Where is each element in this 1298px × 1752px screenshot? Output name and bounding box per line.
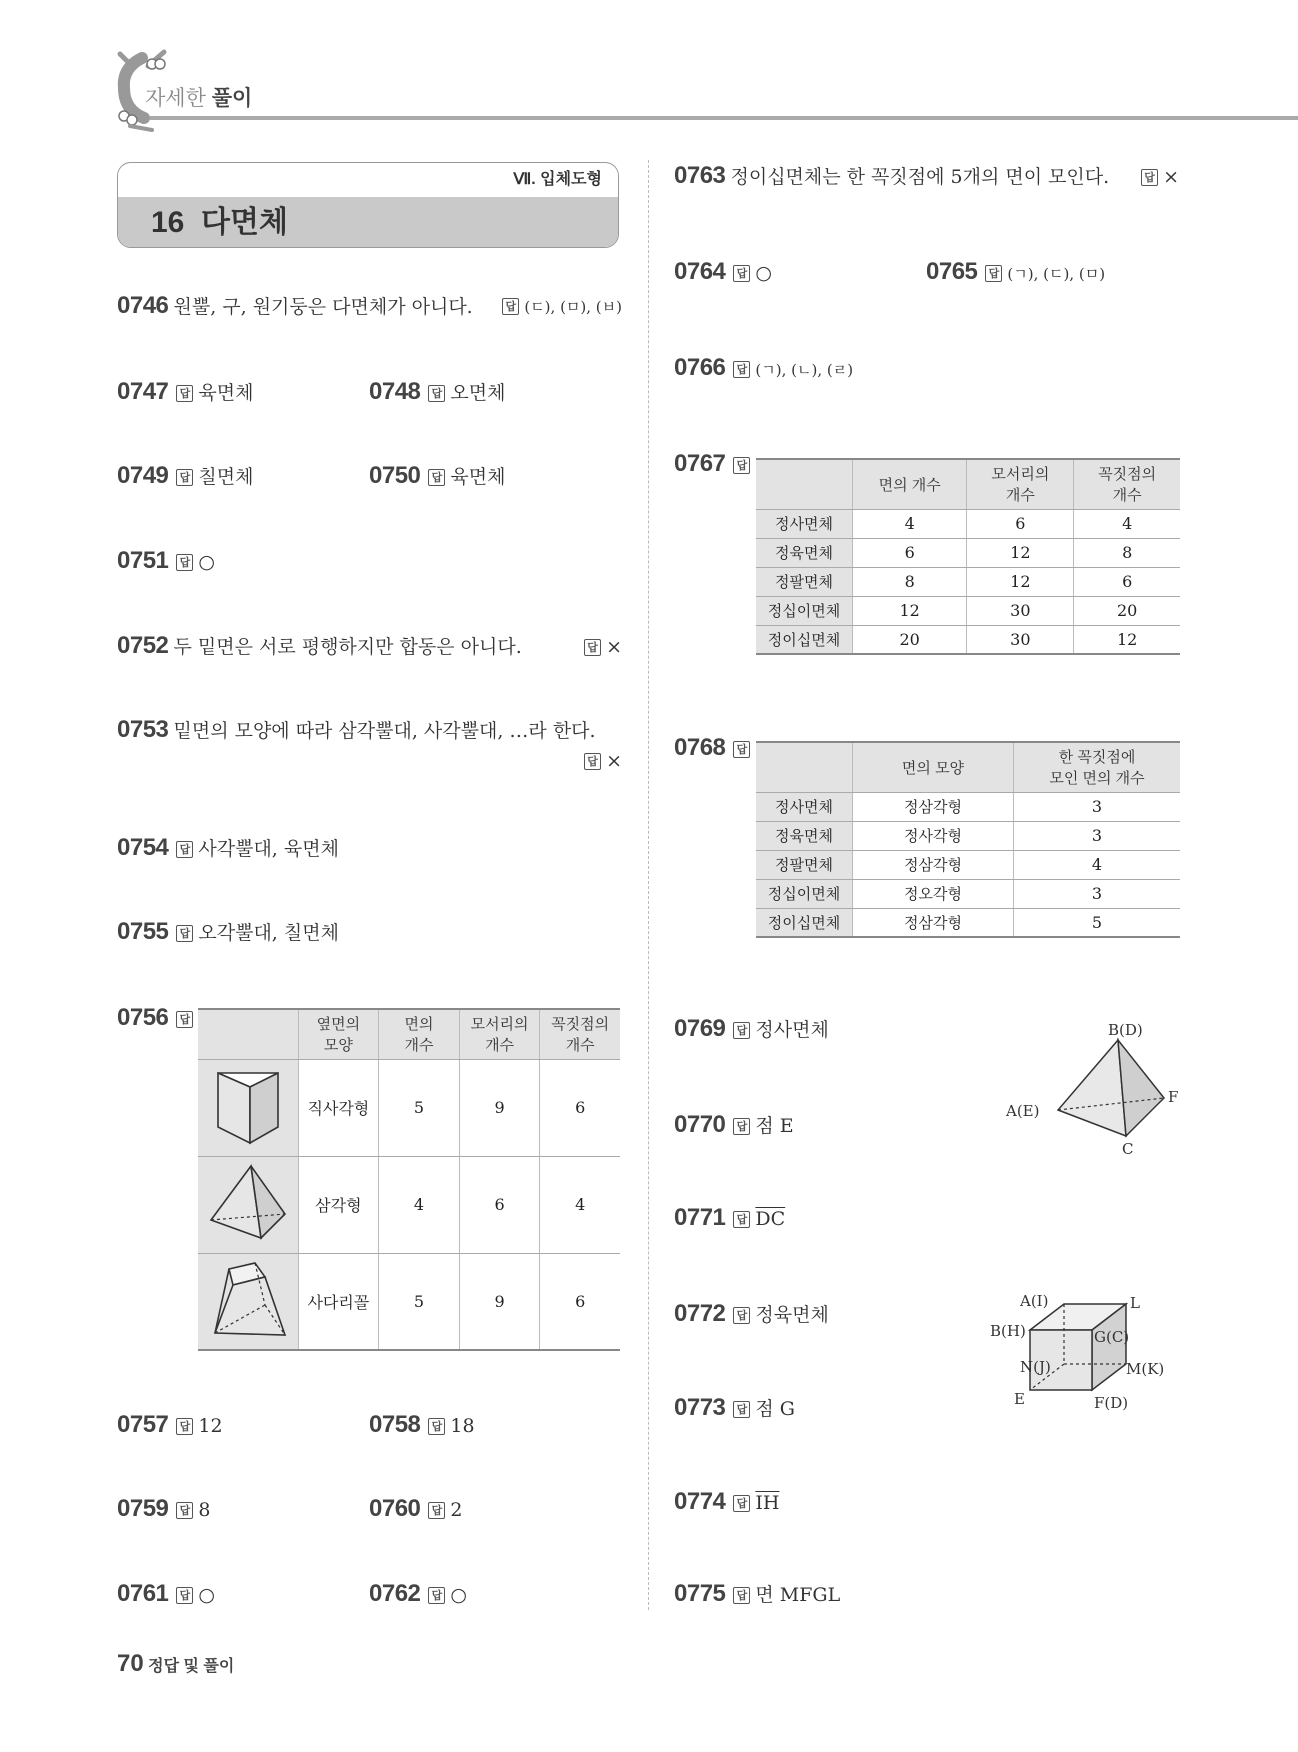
item-answer: 면 MFGL [755,1584,841,1606]
item-answer: 18 [450,1415,475,1437]
col-header: 모서리의 개수 [459,1009,540,1059]
item-answer: ○ [755,262,772,284]
col-header: 면의 모양 [853,742,1014,792]
item-0748 [369,378,505,406]
answer-icon: 답 [733,1495,750,1512]
row-header: 정육면체 [756,821,853,850]
item-answer: × [606,750,622,772]
vertex-label-m: M(K) [1126,1360,1165,1378]
header-title-bold: 풀이 [211,87,253,110]
vertex-label-bottom: C [1122,1140,1134,1158]
item-number: 0763 [674,162,726,189]
item-0756 [117,1004,198,1032]
item-answer: 점 E [755,1115,794,1137]
item-0772 [674,1300,829,1328]
table-cell: 8 [1074,538,1180,567]
item-0768 [674,734,755,762]
section-number: 16 [151,206,185,239]
item-answer: $\overline{IH}$ [755,1492,780,1514]
table-row [756,821,1180,850]
item-number: 0757 [117,1411,169,1438]
col-header: 옆면의 모양 [298,1009,379,1059]
item-number: 0760 [369,1495,421,1522]
item-answer: ○ [198,551,215,573]
table-cell: 20 [1074,596,1180,625]
item-answer: (ㄱ), (ㄷ), (ㅁ) [1007,265,1106,283]
table-cell: 5 [379,1059,460,1156]
table-cell: 정삼각형 [853,908,1014,937]
answer-icon: 답 [733,1022,750,1039]
row-header: 정십이면체 [756,596,853,625]
item-answer: 오면체 [450,382,506,404]
vertex-label-left: A(E) [1006,1102,1040,1120]
item-number: 0774 [674,1488,726,1515]
item-0769 [674,1015,829,1043]
item-text: 정이십면체는 한 꼭짓점에 5개의 면이 모인다. [730,166,1110,188]
table-cell: 6 [540,1059,620,1156]
item-number: 0762 [369,1580,421,1607]
item-answer: $\overline{DC}$ [755,1208,786,1230]
table-corner [756,742,853,792]
item-number: 0766 [674,354,726,381]
item-number: 0771 [674,1204,726,1231]
row-header: 정이십면체 [756,908,853,937]
table-cell: 직사각형 [298,1059,379,1156]
table-row [756,792,1180,821]
item-number: 0772 [674,1300,726,1327]
shape-cell [198,1253,298,1350]
row-header: 정팔면체 [756,567,853,596]
item-answer: ○ [450,1584,467,1606]
table-cell: 4 [1014,850,1181,879]
item-0760 [369,1495,462,1523]
item-number: 0753 [117,716,169,743]
answer-icon: 답 [176,1011,193,1028]
col-header: 한 꼭짓점에 모인 면의 개수 [1014,742,1181,792]
col-header: 모서리의 개수 [967,459,1074,509]
item-0759 [117,1495,210,1523]
item-number: 0767 [674,450,726,477]
table-0767 [756,458,1180,655]
table-cell: 6 [459,1156,540,1253]
table-cell: 6 [967,509,1074,538]
answer-icon: 답 [176,925,193,942]
answer-icon: 답 [584,753,601,770]
item-0758 [369,1411,475,1439]
table-corner [198,1009,298,1059]
item-number: 0754 [117,834,169,861]
table-cell: 9 [459,1253,540,1350]
table-cell: 4 [540,1156,620,1253]
tetrahedron-figure [1000,1012,1190,1162]
answer-icon: 답 [1141,169,1158,186]
table-row [756,850,1180,879]
header-title [145,82,252,112]
table-cell: 정사각형 [853,821,1014,850]
item-0762 [369,1580,467,1608]
answer-icon: 답 [428,469,445,486]
item-answer: × [1163,166,1179,188]
item-answer: (ㄱ), (ㄴ), (ㄹ) [755,361,854,379]
table-row [756,625,1180,654]
table-cell: 5 [1014,908,1181,937]
answer-icon: 답 [733,1307,750,1324]
item-number: 0748 [369,378,421,405]
item-answer: 정사면체 [755,1019,829,1041]
item-0774 [674,1488,779,1516]
vertex-label-top: B(D) [1108,1021,1143,1039]
item-0773 [674,1394,795,1422]
section-heading [117,162,619,248]
item-number: 0758 [369,1411,421,1438]
table-row [756,879,1180,908]
section-title [118,197,618,248]
shape-cell [198,1156,298,1253]
item-text: 두 밑면은 서로 평행하지만 합동은 아니다. [173,636,522,658]
row-header: 정사면체 [756,509,853,538]
item-number: 0765 [926,258,978,285]
triangular-pyramid-icon [205,1160,291,1244]
item-number: 0746 [117,292,169,319]
item-number: 0773 [674,1394,726,1421]
item-0746 [117,292,622,320]
col-header: 꼭짓점의 개수 [1074,459,1180,509]
answer-icon: 답 [733,1587,750,1604]
answer-icon: 답 [733,457,750,474]
item-0754 [117,834,339,862]
table-cell: 5 [379,1253,460,1350]
vertex-label-f: F(D) [1094,1394,1129,1412]
table-cell: 4 [379,1156,460,1253]
item-answer: × [606,636,622,658]
header-bar [150,116,1298,120]
vertex-label-e: E [1014,1390,1025,1408]
table-cell: 6 [1074,567,1180,596]
answer-icon: 답 [176,1502,193,1519]
item-number: 0768 [674,734,726,761]
row-header: 정팔면체 [756,850,853,879]
item-0763 [674,162,1179,190]
item-text: 원뿔, 구, 원기둥은 다면체가 아니다. [173,296,473,318]
answer-icon: 답 [428,1418,445,1435]
item-answer: 점 G [755,1398,795,1420]
vertex-label-a: A(I) [1020,1292,1049,1310]
item-number: 0751 [117,547,169,574]
table-cell: 12 [853,596,967,625]
col-header: 면의 개수 [379,1009,460,1059]
table-0756 [198,1008,620,1351]
table-cell: 6 [853,538,967,567]
answer-icon: 답 [584,639,601,656]
vertex-label-l: L [1130,1294,1140,1312]
item-number: 0749 [117,462,169,489]
table-cell: 3 [1014,879,1181,908]
answer-icon: 답 [428,1502,445,1519]
answer-icon: 답 [733,265,750,282]
item-number: 0764 [674,258,726,285]
item-0750 [369,462,505,490]
col-header: 꼭짓점의 개수 [540,1009,620,1059]
table-cell: 3 [1014,821,1181,850]
item-answer: 칠면체 [198,466,254,488]
table-cell: 9 [459,1059,540,1156]
answer-icon: 답 [176,554,193,571]
item-0765 [926,258,1105,286]
item-0775 [674,1580,840,1608]
item-answer: 12 [198,1415,223,1437]
item-number: 0750 [369,462,421,489]
item-0749 [117,462,253,490]
table-row [198,1059,620,1156]
item-number: 0747 [117,378,169,405]
item-number: 0755 [117,918,169,945]
table-cell: 12 [967,538,1074,567]
row-header: 정사면체 [756,792,853,821]
table-row [756,596,1180,625]
vertex-label-b: B(H) [990,1322,1026,1340]
item-number: 0769 [674,1015,726,1042]
cube-figure [990,1290,1190,1430]
answer-icon: 답 [733,361,750,378]
item-0753 [117,716,622,772]
table-cell: 정삼각형 [853,792,1014,821]
answer-icon: 답 [176,469,193,486]
chapter-label: Ⅶ. 입체도형 [513,171,602,188]
answer-icon: 답 [176,1418,193,1435]
row-header: 정십이면체 [756,879,853,908]
table-cell: 3 [1014,792,1181,821]
column-divider [648,160,649,1610]
item-answer: 사각뿔대, 육면체 [198,838,339,860]
item-0752 [117,632,622,660]
item-number: 0775 [674,1580,726,1607]
item-number: 0761 [117,1580,169,1607]
item-answer: 육면체 [198,382,254,404]
table-row [756,908,1180,937]
table-row [198,1156,620,1253]
table-cell: 정오각형 [853,879,1014,908]
vertex-label-n: N(J) [1020,1358,1051,1376]
header-title-light: 자세한 [145,87,206,110]
item-answer: 정육면체 [755,1304,829,1326]
footer-text: 정답 및 풀이 [148,1658,235,1675]
item-0764 [674,258,772,286]
table-cell: 정삼각형 [853,850,1014,879]
item-0761 [117,1580,215,1608]
vertex-label-g: G(C) [1094,1328,1130,1346]
item-0767 [674,450,755,478]
table-row [756,509,1180,538]
shape-cell [198,1059,298,1156]
section-name: 다면체 [201,206,288,239]
table-corner [756,459,853,509]
table-cell: 사다리꼴 [298,1253,379,1350]
answer-icon: 답 [428,385,445,402]
table-cell: 6 [540,1253,620,1350]
answer-icon: 답 [733,1401,750,1418]
table-cell: 4 [853,509,967,538]
table-row [756,567,1180,596]
answer-icon: 답 [428,1587,445,1604]
item-answer: 오각뿔대, 칠면체 [198,922,339,944]
item-answer: 8 [198,1499,211,1521]
table-cell: 30 [967,596,1074,625]
item-0747 [117,378,253,406]
item-answer: 2 [450,1499,463,1521]
item-number: 0770 [674,1111,726,1138]
frustum-icon [205,1257,291,1341]
answer-icon: 답 [733,741,750,758]
table-cell: 30 [967,625,1074,654]
item-0751 [117,547,215,575]
answer-icon: 답 [733,1211,750,1228]
item-number: 0752 [117,632,169,659]
item-0757 [117,1411,223,1439]
col-header: 면의 개수 [853,459,967,509]
answer-icon: 답 [985,265,1002,282]
answer-icon: 답 [176,841,193,858]
answer-icon: 답 [733,1118,750,1135]
page-number: 70 [117,1650,144,1677]
item-answer: ○ [198,1584,215,1606]
item-answer: 육면체 [450,466,506,488]
table-row [198,1253,620,1350]
table-cell: 4 [1074,509,1180,538]
row-header: 정이십면체 [756,625,853,654]
item-0771 [674,1204,785,1232]
table-row [756,538,1180,567]
answer-icon: 답 [176,385,193,402]
item-text: 밑면의 모양에 따라 삼각뿔대, 사각뿔대, …라 한다. [173,720,596,742]
table-cell: 삼각형 [298,1156,379,1253]
item-0770 [674,1111,794,1139]
row-header: 정육면체 [756,538,853,567]
table-cell: 20 [853,625,967,654]
item-answer: (ㄷ), (ㅁ), (ㅂ) [524,298,622,316]
table-cell: 8 [853,567,967,596]
page-footer [117,1650,234,1678]
table-0768 [756,741,1180,938]
triangular-prism-icon [210,1063,286,1147]
table-cell: 12 [967,567,1074,596]
item-0766 [674,354,853,382]
table-cell: 12 [1074,625,1180,654]
item-number: 0759 [117,1495,169,1522]
item-0755 [117,918,339,946]
answer-icon: 답 [176,1587,193,1604]
answer-icon: 답 [502,298,519,315]
vertex-label-right: F [1168,1088,1179,1106]
item-number: 0756 [117,1004,169,1031]
